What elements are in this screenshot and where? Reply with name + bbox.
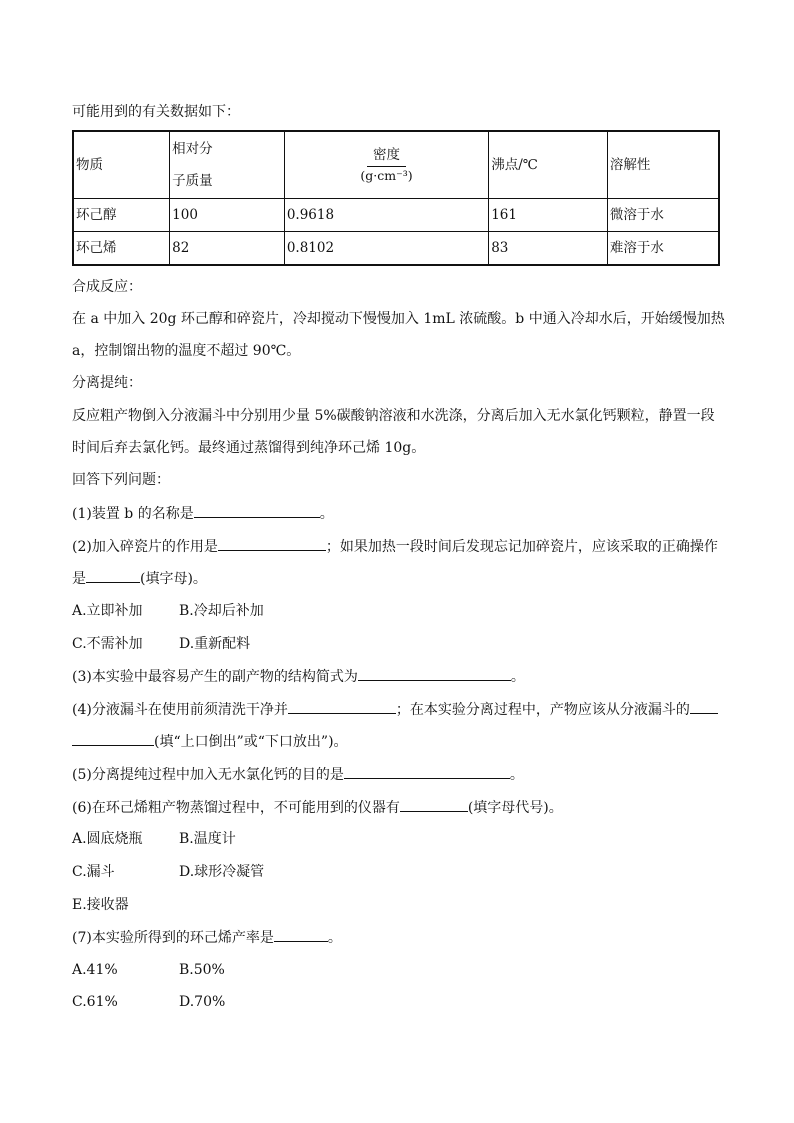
q3-end: 。 (510, 669, 525, 685)
question-2-line-2 (72, 568, 207, 589)
q2-option-c: C.不需补加 (72, 636, 143, 652)
cell-density: 0.8102 (284, 232, 488, 266)
q6-end: (填字母代号)。 (467, 800, 563, 816)
q4-line2-end: (填“上口倒出”或“下口放出”)。 (154, 734, 348, 750)
cell-mass: 82 (170, 232, 285, 266)
synthesis-line-1: 在 a 中加入 20g 环己醇和碎瓷片，冷却搅动下慢慢加入 1mL 浓硫酸。b 中通入冷却水后，开始缓慢加热 (72, 311, 725, 327)
q2-option-b: B.冷却后补加 (179, 603, 264, 619)
table-header-row (73, 131, 719, 199)
q6-option-e: E.接收器 (72, 897, 129, 913)
cell-boiling: 161 (489, 199, 608, 232)
q2-answer-blank-2[interactable] (86, 568, 140, 583)
q6-option-c: C.漏斗 (72, 864, 115, 880)
question-2 (72, 536, 718, 557)
q7-end: 。 (327, 930, 342, 946)
cell-density: 0.9618 (284, 199, 488, 232)
q6-option-b: B.温度计 (179, 831, 236, 847)
q4-answer-blank-2-cont[interactable] (72, 731, 154, 746)
q2-answer-blank-1[interactable] (218, 536, 326, 551)
cell-solubility: 微溶于水 (607, 199, 719, 232)
question-7 (72, 927, 342, 948)
header-density (284, 131, 488, 199)
synthesis-heading: 合成反应： (72, 279, 142, 295)
header-molar-mass-line2: 子质量 (172, 173, 213, 189)
q2-line2-end: (填字母)。 (140, 571, 207, 587)
synthesis-line-2: a，控制馏出物的温度不超过 90℃。 (72, 343, 301, 359)
question-5 (72, 764, 524, 785)
cell-mass: 100 (170, 199, 285, 232)
q7-answer-blank[interactable] (274, 927, 328, 942)
q7-option-b: B.50% (179, 962, 225, 978)
header-boiling-point: 沸点/℃ (489, 131, 608, 199)
q4-answer-blank-1[interactable] (288, 699, 396, 714)
q2-option-d: D.重新配料 (179, 636, 251, 652)
header-molar-mass-line1: 相对分 (172, 141, 213, 157)
question-4-line-2 (72, 731, 348, 752)
q2-text: (2)加入碎瓷片的作用是 (72, 539, 218, 555)
q2-line2-start: 是 (72, 571, 86, 587)
q6-answer-blank[interactable] (400, 797, 468, 812)
q2-option-a: A.立即补加 (72, 603, 143, 619)
q1-text: (1)装置 b 的名称是 (72, 506, 194, 522)
q2-text-middle: ；如果加热一段时间后发现忘记加碎瓷片，应该采取的正确操作 (325, 539, 718, 555)
q7-text: (7)本实验所得到的环己烯产率是 (72, 930, 274, 946)
table-row (73, 232, 719, 266)
header-substance: 物质 (73, 131, 170, 199)
q5-answer-blank[interactable] (344, 764, 510, 779)
q6-option-a: A.圆底烧瓶 (72, 831, 143, 847)
purification-line-1: 反应粗产物倒入分液漏斗中分别用少量 5%碳酸钠溶液和水洗涤，分离后加入无水氯化钙颗粒，静置一段 (72, 408, 715, 424)
q7-option-c: C.61% (72, 994, 118, 1010)
q5-text: (5)分离提纯过程中加入无水氯化钙的目的是 (72, 767, 344, 783)
header-solubility: 溶解性 (607, 131, 719, 199)
cell-substance: 环己烯 (73, 232, 170, 266)
cell-boiling: 83 (489, 232, 608, 266)
q4-text-middle: ；在本实验分离过程中，产物应该从分液漏斗的 (395, 702, 690, 718)
question-6 (72, 797, 563, 818)
question-1 (72, 503, 334, 524)
header-density-label: 密度 (367, 146, 406, 167)
q1-end: 。 (319, 506, 334, 522)
cell-substance: 环己醇 (73, 199, 170, 232)
data-table (72, 130, 720, 266)
q6-option-d: D.球形冷凝管 (179, 864, 265, 880)
q5-end: 。 (509, 767, 524, 783)
question-3 (72, 666, 525, 687)
purification-heading: 分离提纯： (72, 375, 142, 391)
table-row (73, 199, 719, 232)
cell-solubility: 难溶于水 (607, 232, 719, 266)
q7-option-a: A.41% (72, 962, 118, 978)
q7-option-d: D.70% (179, 994, 226, 1010)
q3-text: (3)本实验中最容易产生的副产物的结构简式为 (72, 669, 358, 685)
q6-text: (6)在环己烯粗产物蒸馏过程中，不可能用到的仪器有 (72, 800, 400, 816)
q3-answer-blank[interactable] (358, 666, 511, 681)
q4-answer-blank-2[interactable] (690, 699, 718, 714)
header-molar-mass (170, 131, 285, 199)
q1-answer-blank[interactable] (194, 503, 320, 518)
intro-text: 可能用到的有关数据如下： (72, 104, 240, 120)
header-density-unit: (g·cm⁻³) (360, 168, 413, 183)
question-4 (72, 699, 718, 720)
q4-text: (4)分液漏斗在使用前须清洗干净并 (72, 702, 288, 718)
answer-prompt: 回答下列问题： (72, 472, 170, 488)
purification-line-2: 时间后弃去氯化钙。最终通过蒸馏得到纯净环己烯 10g。 (72, 440, 426, 456)
